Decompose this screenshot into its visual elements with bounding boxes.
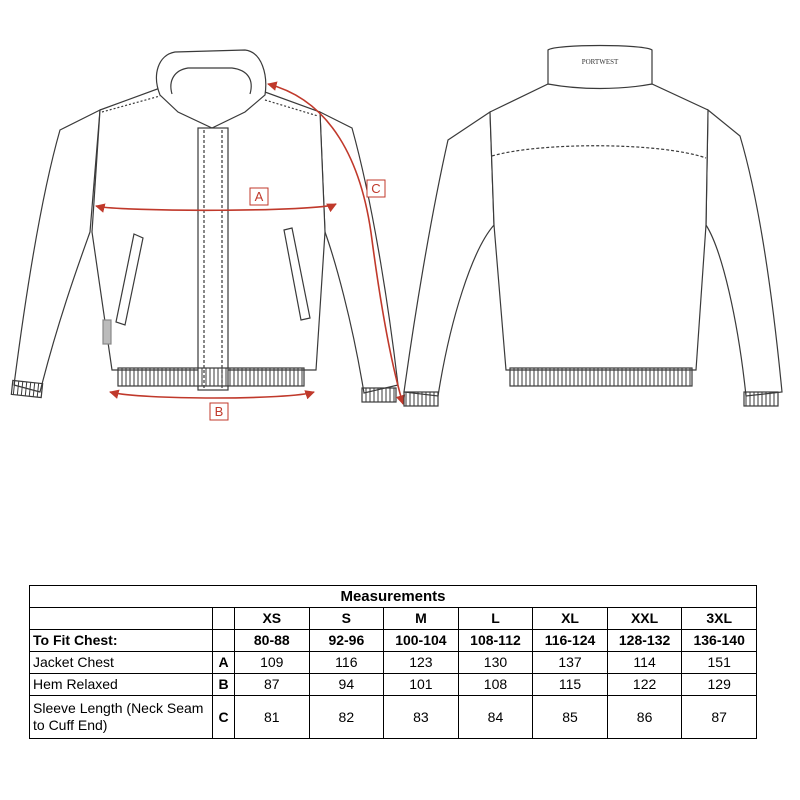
table-row xyxy=(30,652,757,674)
blank-cell xyxy=(213,630,235,652)
chest-value: 100-104 xyxy=(384,630,459,652)
measure-value: 85 xyxy=(533,696,608,739)
table-caption-row xyxy=(30,586,757,608)
measure-value: 151 xyxy=(682,652,757,674)
row-label: Sleeve Length (Neck Seam to Cuff End) xyxy=(30,696,213,739)
size-header: L xyxy=(458,608,533,630)
chest-value: 80-88 xyxy=(235,630,310,652)
measure-value: 137 xyxy=(533,652,608,674)
measure-value: 83 xyxy=(384,696,459,739)
front-left-cuff xyxy=(11,380,42,397)
measure-value: 101 xyxy=(384,674,459,696)
marker-a: A xyxy=(254,189,264,204)
measure-value: 122 xyxy=(607,674,682,696)
row-label: Hem Relaxed xyxy=(30,674,213,696)
chest-value: 116-124 xyxy=(533,630,608,652)
front-right-sleeve xyxy=(320,112,398,393)
back-left-cuff xyxy=(404,392,438,406)
measure-value: 94 xyxy=(309,674,384,696)
size-header: XL xyxy=(533,608,608,630)
measure-value: 109 xyxy=(235,652,310,674)
marker-c: C xyxy=(371,181,381,196)
size-header: S xyxy=(309,608,384,630)
row-label: To Fit Chest: xyxy=(30,630,213,652)
front-hem-band xyxy=(118,368,304,386)
measure-value: 108 xyxy=(458,674,533,696)
measure-value: 114 xyxy=(607,652,682,674)
measure-value: 87 xyxy=(682,696,757,739)
measure-value: 84 xyxy=(458,696,533,739)
hem-measure-line xyxy=(110,392,314,398)
back-right-cuff xyxy=(744,392,778,406)
table-caption: Measurements xyxy=(30,586,757,608)
measure-value: 116 xyxy=(309,652,384,674)
brand-label: PORTWEST xyxy=(581,58,619,66)
front-left-sleeve xyxy=(14,110,100,392)
measure-value: 87 xyxy=(235,674,310,696)
blank-cell xyxy=(30,608,213,630)
size-header: M xyxy=(384,608,459,630)
back-right-sleeve xyxy=(706,110,782,396)
row-letter: A xyxy=(213,652,235,674)
jacket-front-view xyxy=(11,50,398,402)
blank-cell xyxy=(213,608,235,630)
measure-value: 129 xyxy=(682,674,757,696)
measurements-table xyxy=(29,585,757,739)
size-header-row xyxy=(30,608,757,630)
row-label: Jacket Chest xyxy=(30,652,213,674)
back-body xyxy=(490,84,708,370)
size-header: XXL xyxy=(607,608,682,630)
back-hem-band xyxy=(510,368,692,386)
back-collar xyxy=(548,46,652,89)
table-row xyxy=(30,674,757,696)
table-row xyxy=(30,696,757,739)
chest-value: 128-132 xyxy=(607,630,682,652)
size-header: XS xyxy=(235,608,310,630)
row-letter: C xyxy=(213,696,235,739)
back-left-sleeve xyxy=(404,112,494,396)
front-right-cuff xyxy=(362,388,396,402)
size-header: 3XL xyxy=(682,608,757,630)
marker-b: B xyxy=(214,404,224,419)
measure-value: 115 xyxy=(533,674,608,696)
measure-value: 130 xyxy=(458,652,533,674)
measure-value: 123 xyxy=(384,652,459,674)
measure-value: 81 xyxy=(235,696,310,739)
chest-value: 92-96 xyxy=(309,630,384,652)
chest-fit-row xyxy=(30,630,757,652)
row-letter: B xyxy=(213,674,235,696)
measure-value: 82 xyxy=(309,696,384,739)
chest-value: 136-140 xyxy=(682,630,757,652)
jacket-back-view xyxy=(404,46,782,407)
front-zip-placket xyxy=(198,128,228,390)
measure-value: 86 xyxy=(607,696,682,739)
chest-value: 108-112 xyxy=(458,630,533,652)
